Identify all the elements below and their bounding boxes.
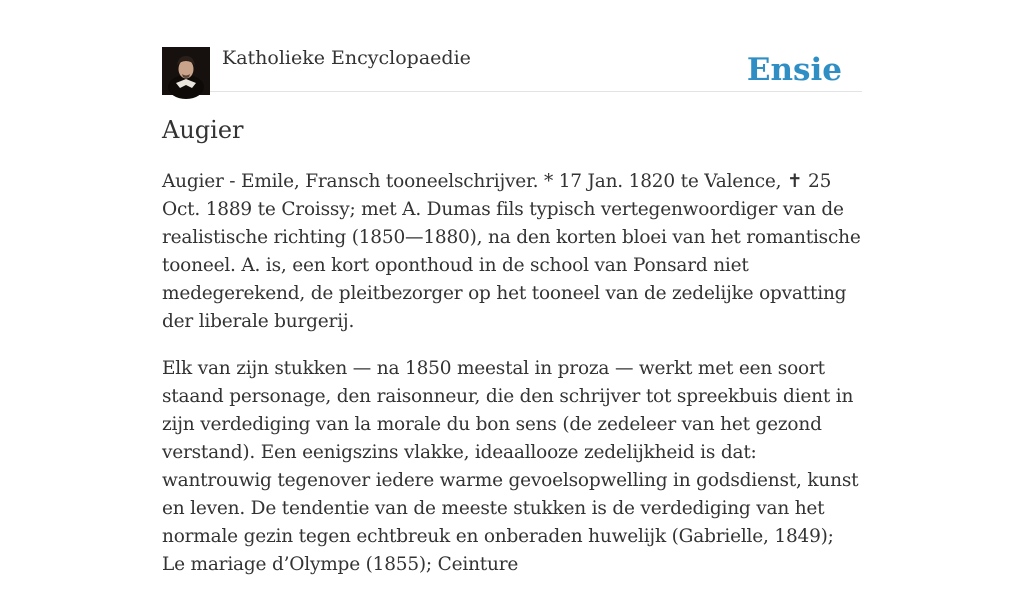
article-body [162, 168, 862, 598]
article-paragraph: Elk van zijn stukken — na 1850 meestal in proza — werkt met een soort staand personage, den raisonneur, die den schrijver tot spreekbuis dient in zijn verdediging van la morale du bon sens (de zedeleer van het gezond verstand). Een eenigszins vlakke, ideaallooze zedelijkheid is dat: wantrouwig tegenover iedere warme gevoelsopwelling in godsdienst, kunst en leven. De tendentie van de meeste stukken is de verdediging van het normale gezin tegen echtbreuk en onberaden huwelijk (Gabrielle, 1849); Le mariage d’Olympe (1855); Ceinture [162, 358, 859, 575]
source-title[interactable]: Katholieke Encyclopaedie [222, 47, 471, 69]
page-container [162, 0, 862, 575]
portrait-icon [162, 47, 210, 95]
article-title: Augier [162, 116, 244, 144]
avatar[interactable] [162, 47, 210, 95]
site-header [162, 0, 862, 92]
article-paragraph: Augier - Emile, Fransch tooneelschrijver. * 17 Jan. 1820 te Valence, ✝ 25 Oct. 1889 te Croissy; met A. Dumas fils typisch vertegenwoordiger van de realistische richting (1850—1880), na den korten bloei van het romantische tooneel. A. is, een kort oponthoud in de school van Ponsard niet medegerekend, de pleitbezorger op het tooneel van de zedelijke opvatting der liberale burgerij. [162, 171, 861, 332]
ensie-logo[interactable]: Ensie [746, 52, 842, 88]
